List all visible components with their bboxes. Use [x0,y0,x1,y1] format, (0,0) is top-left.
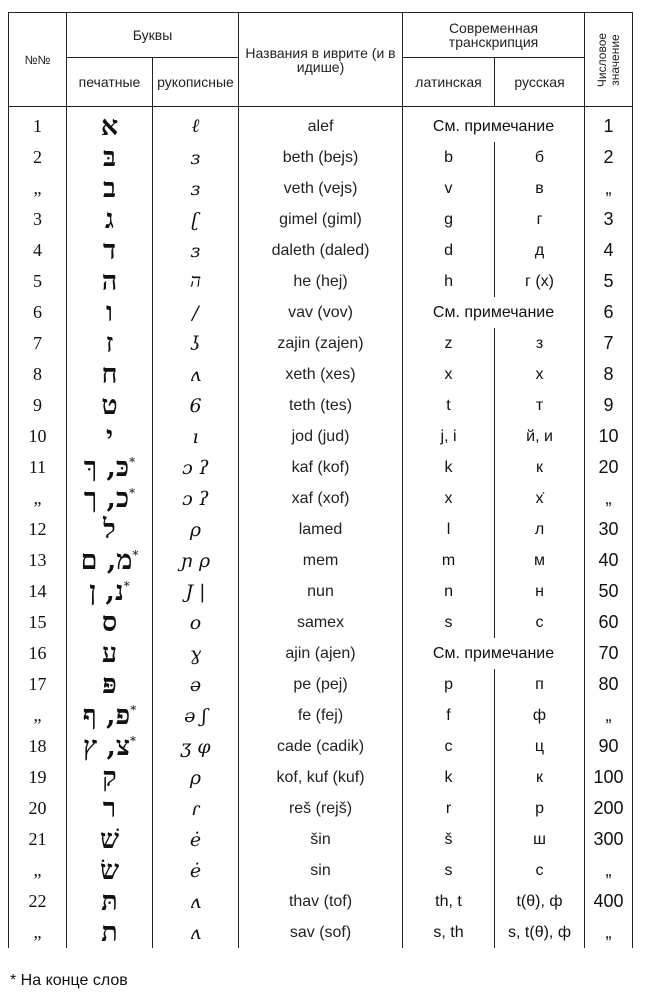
printed-letter-glyph: ק [102,762,117,793]
final-form-marker: * [129,455,136,469]
numeric-value: 100 [585,762,633,793]
row-number: 16 [9,638,67,669]
letter-name: gimel (giml) [239,204,403,235]
table-row [9,514,633,545]
numeric-value: 30 [585,514,633,545]
printed-letter [67,607,153,638]
table-row [9,731,633,762]
header-transcription: Современная транскрипция [403,13,585,58]
table-row [9,917,633,948]
table-row [9,359,633,390]
letter-name: beth (bejs) [239,142,403,173]
russian-transcription: s, t(θ), ф [495,917,585,948]
printed-letter [67,359,153,390]
latin-transcription: n [403,576,495,607]
handwritten-letter: ρ [153,514,239,545]
latin-transcription: th, t [403,886,495,917]
printed-letter-glyph: ח [101,359,118,390]
numeric-value: 300 [585,824,633,855]
russian-transcription: д [495,235,585,266]
letter-name: veth (vejs) [239,173,403,204]
printed-letter [67,266,153,297]
numeric-value: 5 [585,266,633,297]
row-number: 14 [9,576,67,607]
header-russian: русская [495,58,585,107]
numeric-value: 60 [585,607,633,638]
table-row [9,700,633,731]
printed-letter [67,545,153,576]
printed-letter-glyph: ר [102,793,117,824]
printed-letter-glyph: בּ [102,142,116,173]
table-row [9,824,633,855]
handwritten-letter: ė [153,855,239,886]
row-number: 7 [9,328,67,359]
row-number: 6 [9,297,67,328]
row-number: „ [9,917,67,948]
latin-transcription: s [403,855,495,886]
handwritten-letter: J | [153,576,239,607]
header-printed: печатные [67,58,153,107]
printed-letter-glyph: ע [101,638,118,669]
printed-letter [67,452,153,483]
row-number: 20 [9,793,67,824]
printed-letter [67,700,153,731]
table-row [9,173,633,204]
latin-transcription: j, i [403,421,495,452]
final-form-marker: * [129,486,136,500]
letter-name: mem [239,545,403,576]
latin-transcription: c [403,731,495,762]
handwritten-letter: ə ʃ [153,700,239,731]
row-number: 19 [9,762,67,793]
numeric-value: 3 [585,204,633,235]
row-number: 5 [9,266,67,297]
row-number: 22 [9,886,67,917]
letter-name: teth (tes) [239,390,403,421]
latin-transcription: s [403,607,495,638]
latin-transcription: s, th [403,917,495,948]
table-row [9,483,633,514]
table-row [9,607,633,638]
letter-name: šin [239,824,403,855]
row-number: 10 [9,421,67,452]
numeric-value: 20 [585,452,633,483]
printed-letter [67,638,153,669]
russian-transcription: г (х) [495,266,585,297]
printed-letter-glyph: כּ, ךּ [83,452,130,483]
handwritten-letter: ʗ [153,204,239,235]
russian-transcription: к [495,762,585,793]
printed-letter-glyph: ס [101,607,118,638]
russian-transcription: г [495,204,585,235]
letter-name: samex [239,607,403,638]
russian-transcription: ш [495,824,585,855]
table-row [9,235,633,266]
printed-letter-glyph: א [100,111,119,142]
printed-letter-glyph: ה [101,266,118,297]
table-header [9,13,633,107]
table-row [9,297,633,328]
russian-transcription: р [495,793,585,824]
row-number: 18 [9,731,67,762]
russian-transcription: т [495,390,585,421]
latin-transcription: r [403,793,495,824]
latin-transcription: k [403,452,495,483]
handwritten-letter: ė [153,824,239,855]
handwritten-letter: ɲ ρ [153,545,239,576]
handwritten-letter: ρ [153,762,239,793]
letter-name: kaf (kof) [239,452,403,483]
row-number: „ [9,483,67,514]
latin-transcription: b [403,142,495,173]
printed-letter [67,917,153,948]
printed-letter [67,483,153,514]
row-number: „ [9,700,67,731]
row-number: 2 [9,142,67,173]
letter-name: fe (fej) [239,700,403,731]
handwritten-letter: ʖ [153,328,239,359]
transcription-note: См. примечание [403,297,585,328]
final-form-marker: * [130,734,136,748]
russian-transcription: с [495,855,585,886]
numeric-value: 7 [585,328,633,359]
handwritten-letter: / [153,297,239,328]
latin-transcription: k [403,762,495,793]
table-row [9,638,633,669]
numeric-value: 40 [585,545,633,576]
handwritten-letter: ɣ [153,638,239,669]
printed-letter [67,669,153,700]
numeric-value: 1 [585,107,633,143]
russian-transcription: ф [495,700,585,731]
russian-transcription: х [495,359,585,390]
row-number: 15 [9,607,67,638]
row-number: 8 [9,359,67,390]
latin-transcription: h [403,266,495,297]
table-row [9,204,633,235]
printed-letter [67,762,153,793]
handwritten-letter: o [153,607,239,638]
letter-name: ajin (ajen) [239,638,403,669]
letter-name: nun [239,576,403,607]
russian-transcription: ц [495,731,585,762]
letter-name: sin [239,855,403,886]
transcription-note: См. примечание [403,107,585,143]
printed-letter [67,107,153,143]
row-number: 9 [9,390,67,421]
numeric-value: 200 [585,793,633,824]
printed-letter [67,235,153,266]
numeric-value: 4 [585,235,633,266]
printed-letter [67,514,153,545]
handwritten-letter: ʌ [153,359,239,390]
table-row [9,266,633,297]
table-body [9,107,633,949]
printed-letter-glyph: צ, ץ [82,731,130,762]
russian-transcription: в [495,173,585,204]
russian-transcription: з [495,328,585,359]
printed-letter [67,421,153,452]
row-number: 21 [9,824,67,855]
printed-letter-glyph: י [105,421,114,452]
handwritten-letter: 6 [153,390,239,421]
header-latin: латинская [403,58,495,107]
letter-name: reš (rejš) [239,793,403,824]
letter-name: sav (sof) [239,917,403,948]
handwritten-letter: ɔ ʔ [153,452,239,483]
table-row [9,669,633,700]
letter-name: vav (vov) [239,297,403,328]
table-row [9,421,633,452]
handwritten-letter: ʌ [153,886,239,917]
printed-letter [67,204,153,235]
row-number: 12 [9,514,67,545]
printed-letter-glyph: ת [101,917,118,948]
handwritten-letter: ə [153,669,239,700]
printed-letter [67,886,153,917]
letter-name: thav (tof) [239,886,403,917]
printed-letter-glyph: כ, ך [83,483,130,514]
printed-letter-glyph: ו [106,297,113,328]
printed-letter [67,855,153,886]
handwritten-letter: ɜ [153,235,239,266]
letter-name: xaf (xof) [239,483,403,514]
printed-letter-glyph: מ, ם [80,545,133,576]
russian-transcription: с [495,607,585,638]
row-number: 4 [9,235,67,266]
russian-transcription: t(θ), ф [495,886,585,917]
header-letters: Буквы [67,13,239,58]
numeric-value: 50 [585,576,633,607]
latin-transcription: f [403,700,495,731]
numeric-value: „ [585,483,633,514]
printed-letter-glyph: שׁ [99,824,120,855]
numeric-value: 9 [585,390,633,421]
printed-letter-glyph: ז [105,328,114,359]
printed-letter [67,793,153,824]
latin-transcription: x [403,483,495,514]
row-number: 17 [9,669,67,700]
header-handwritten: рукописные [153,58,239,107]
table-row [9,793,633,824]
printed-letter-glyph: תּ [101,886,118,917]
printed-letter [67,328,153,359]
russian-transcription: л [495,514,585,545]
printed-letter-glyph: ט [101,390,118,421]
table-row [9,886,633,917]
numeric-value: 2 [585,142,633,173]
printed-letter-glyph: ב [102,173,116,204]
transcription-note: См. примечание [403,638,585,669]
latin-transcription: x [403,359,495,390]
latin-transcription: d [403,235,495,266]
final-form-marker: * [123,579,130,593]
printed-letter-glyph: ד [103,235,116,266]
latin-transcription: p [403,669,495,700]
table-row [9,107,633,143]
russian-transcription: м [495,545,585,576]
latin-transcription: l [403,514,495,545]
handwritten-letter: ה [153,266,239,297]
letter-name: xeth (xes) [239,359,403,390]
latin-transcription: z [403,328,495,359]
numeric-value: 400 [585,886,633,917]
latin-transcription: m [403,545,495,576]
letter-name: pe (pej) [239,669,403,700]
handwritten-letter: ɜ [153,173,239,204]
final-form-marker: * [132,548,139,562]
numeric-value: „ [585,700,633,731]
header-names: Названия в иврите (и в идише) [239,13,403,107]
russian-transcription: й, и [495,421,585,452]
letter-name: lamed [239,514,403,545]
handwritten-letter: ɔ ʔ [153,483,239,514]
alphabet-table [8,12,633,948]
row-number: 1 [9,107,67,143]
numeric-value: 8 [585,359,633,390]
numeric-value: „ [585,173,633,204]
latin-transcription: g [403,204,495,235]
latin-transcription: v [403,173,495,204]
numeric-value: 6 [585,297,633,328]
handwritten-letter: ʌ [153,917,239,948]
russian-transcription: к [495,452,585,483]
table-row [9,855,633,886]
table-row [9,576,633,607]
printed-letter [67,731,153,762]
russian-transcription: б [495,142,585,173]
numeric-value: 80 [585,669,633,700]
numeric-value: „ [585,855,633,886]
letter-name: he (hej) [239,266,403,297]
letter-name: zajin (zajen) [239,328,403,359]
printed-letter-glyph: נ, ן [89,576,124,607]
numeric-value: 90 [585,731,633,762]
printed-letter-glyph: פ, ף [82,700,131,731]
printed-letter [67,576,153,607]
letter-name: cade (cadik) [239,731,403,762]
handwritten-letter: ɜ [153,142,239,173]
header-value [585,13,633,107]
printed-letter-glyph: ג [105,204,114,235]
table-row [9,545,633,576]
russian-transcription: н [495,576,585,607]
russian-transcription: х̇ [495,483,585,514]
handwritten-letter: ı [153,421,239,452]
handwritten-letter: ℓ [153,107,239,143]
letter-name: daleth (daled) [239,235,403,266]
handwritten-letter: ɾ [153,793,239,824]
table-row [9,762,633,793]
letter-name: alef [239,107,403,143]
latin-transcription: š [403,824,495,855]
row-number: 13 [9,545,67,576]
table-row [9,452,633,483]
table-row [9,328,633,359]
table-row [9,142,633,173]
printed-letter [67,297,153,328]
printed-letter-glyph: שׂ [99,855,120,886]
table-row [9,390,633,421]
final-form-marker: * [130,703,137,717]
printed-letter [67,390,153,421]
printed-letter [67,173,153,204]
row-number: „ [9,173,67,204]
printed-letter [67,824,153,855]
footnote: * На конце слов [10,972,128,989]
row-number: 3 [9,204,67,235]
latin-transcription: t [403,390,495,421]
russian-transcription: п [495,669,585,700]
numeric-value: 10 [585,421,633,452]
header-num: №№ [9,13,67,107]
row-number: „ [9,855,67,886]
letter-name: kof, kuf (kuf) [239,762,403,793]
printed-letter-glyph: פּ [102,669,117,700]
row-number: 11 [9,452,67,483]
handwritten-letter: ʒ φ [153,731,239,762]
printed-letter-glyph: ל [103,514,116,545]
printed-letter [67,142,153,173]
numeric-value: „ [585,917,633,948]
header-value-label: Числовое значение [594,32,622,87]
letter-name: jod (jud) [239,421,403,452]
numeric-value: 70 [585,638,633,669]
